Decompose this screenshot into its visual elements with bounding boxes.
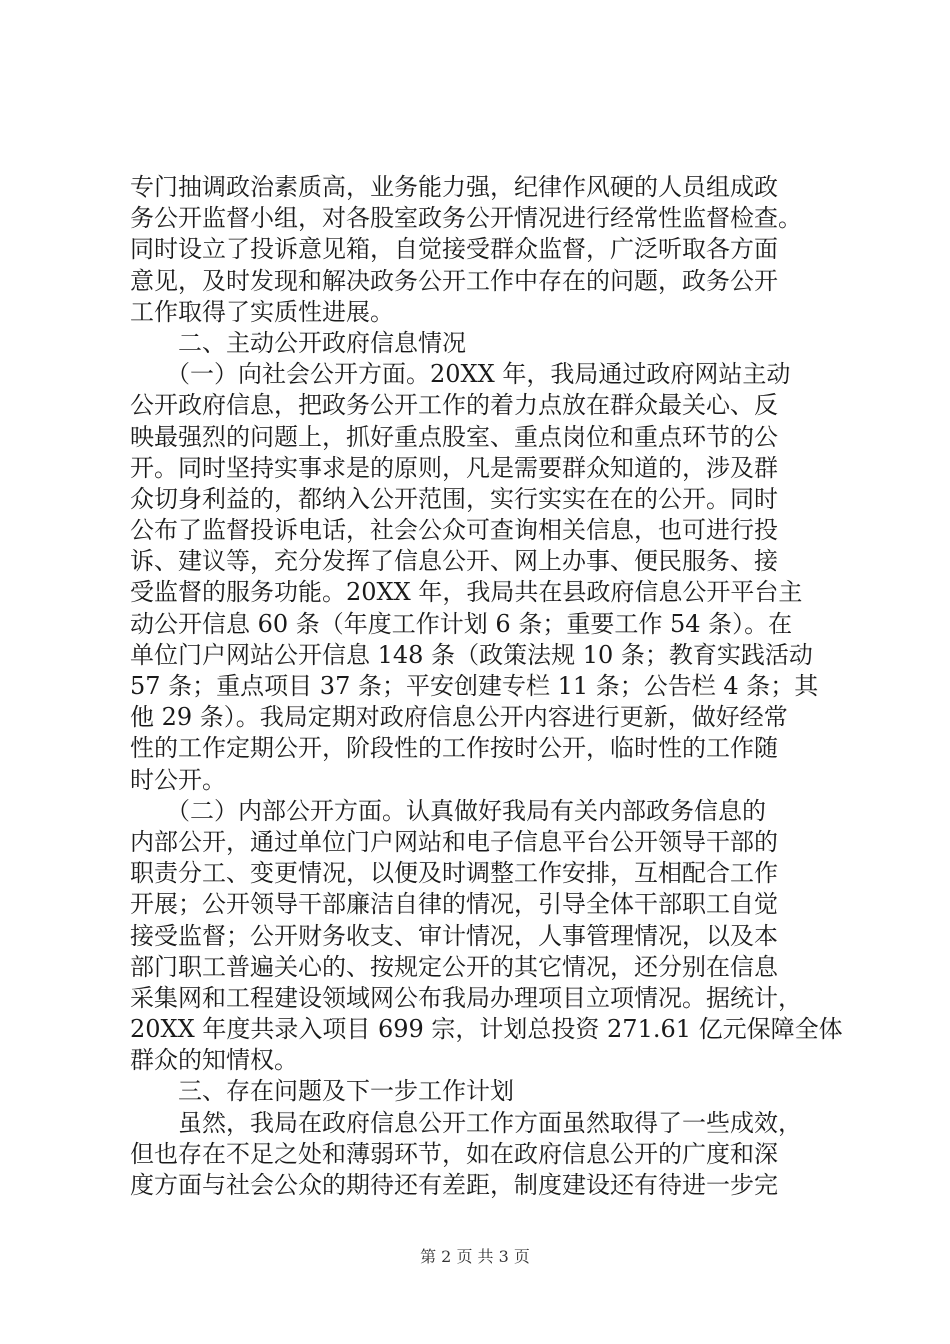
text-line: 部门职工普遍关心的、按规定公开的其它情况，还分别在信息 xyxy=(130,952,778,981)
text-line: 受监督的服务功能。20XX 年，我局共在县政府信息公开平台主 xyxy=(130,578,803,607)
text-line: （二）内部公开方面。认真做好我局有关内部政务信息的 xyxy=(130,796,766,825)
text-line: 公开政府信息，把政务公开工作的着力点放在群众最关心、反 xyxy=(130,391,778,420)
text-line: 诉、建议等，充分发挥了信息公开、网上办事、便民服务、接 xyxy=(130,547,778,576)
text-line: 开。同时坚持实事求是的原则，凡是需要群众知道的，涉及群 xyxy=(130,453,778,482)
text-line: 但也存在不足之处和薄弱环节，如在政府信息公开的广度和深 xyxy=(130,1139,778,1168)
text-line: 开展；公开领导干部廉洁自律的情况，引导全体干部职工自觉 xyxy=(130,890,778,919)
text-line: 众切身利益的，都纳入公开范围，实行实实在在的公开。同时 xyxy=(130,484,778,513)
text-line: 动公开信息 60 条（年度工作计划 6 条；重要工作 54 条）。在 xyxy=(130,609,793,638)
text-line: 群众的知情权。 xyxy=(130,1046,298,1075)
section-heading: 二、主动公开政府信息情况 xyxy=(130,328,466,357)
text-line: 采集网和工程建设领域网公布我局办理项目立项情况。据统计， xyxy=(130,983,802,1012)
section-heading: 三、存在问题及下一步工作计划 xyxy=(130,1077,514,1106)
text-line: 同时设立了投诉意见箱，自觉接受群众监督，广泛听取各方面 xyxy=(130,235,778,264)
text-line: 意见，及时发现和解决政务公开工作中存在的问题，政务公开 xyxy=(130,266,778,295)
text-line: 公布了监督投诉电话，社会公众可查询相关信息，也可进行投 xyxy=(130,516,778,545)
text-line: 职责分工、变更情况，以便及时调整工作安排，互相配合工作 xyxy=(130,859,778,888)
text-line: 时公开。 xyxy=(130,765,226,794)
text-line: 务公开监督小组，对各股室政务公开情况进行经常性监督检查。 xyxy=(130,204,802,233)
text-line: 度方面与社会公众的期待还有差距，制度建设还有待进一步完 xyxy=(130,1171,778,1199)
text-line: 单位门户网站公开信息 148 条（政策法规 10 条；教育实践活动 xyxy=(130,640,813,669)
text-line: 映最强烈的问题上，抓好重点股室、重点岗位和重点环节的公 xyxy=(130,422,778,451)
text-line: 接受监督；公开财务收支、审计情况，人事管理情况，以及本 xyxy=(130,921,778,950)
page-footer: 第 2 页 共 3 页 xyxy=(420,1247,530,1266)
text-line: 性的工作定期公开，阶段性的工作按时公开，临时性的工作随 xyxy=(130,734,778,763)
text-line: 内部公开，通过单位门户网站和电子信息平台公开领导干部的 xyxy=(130,827,778,856)
text-line: 20XX 年度共录入项目 699 宗，计划总投资 271.61 亿元保障全体 xyxy=(130,1015,843,1044)
text-line: 他 29 条）。我局定期对政府信息公开内容进行更新，做好经常 xyxy=(130,703,788,732)
text-line: 工作取得了实质性进展。 xyxy=(130,297,394,326)
document-body xyxy=(130,172,843,1201)
text-line: 57 条；重点项目 37 条；平安创建专栏 11 条；公告栏 4 条；其 xyxy=(130,672,819,700)
text-line: （一）向社会公开方面。20XX 年，我局通过政府网站主动 xyxy=(130,360,791,389)
text-line: 虽然，我局在政府信息公开工作方面虽然取得了一些成效， xyxy=(130,1108,802,1137)
text-line: 专门抽调政治素质高，业务能力强，纪律作风硬的人员组成政 xyxy=(130,173,778,201)
